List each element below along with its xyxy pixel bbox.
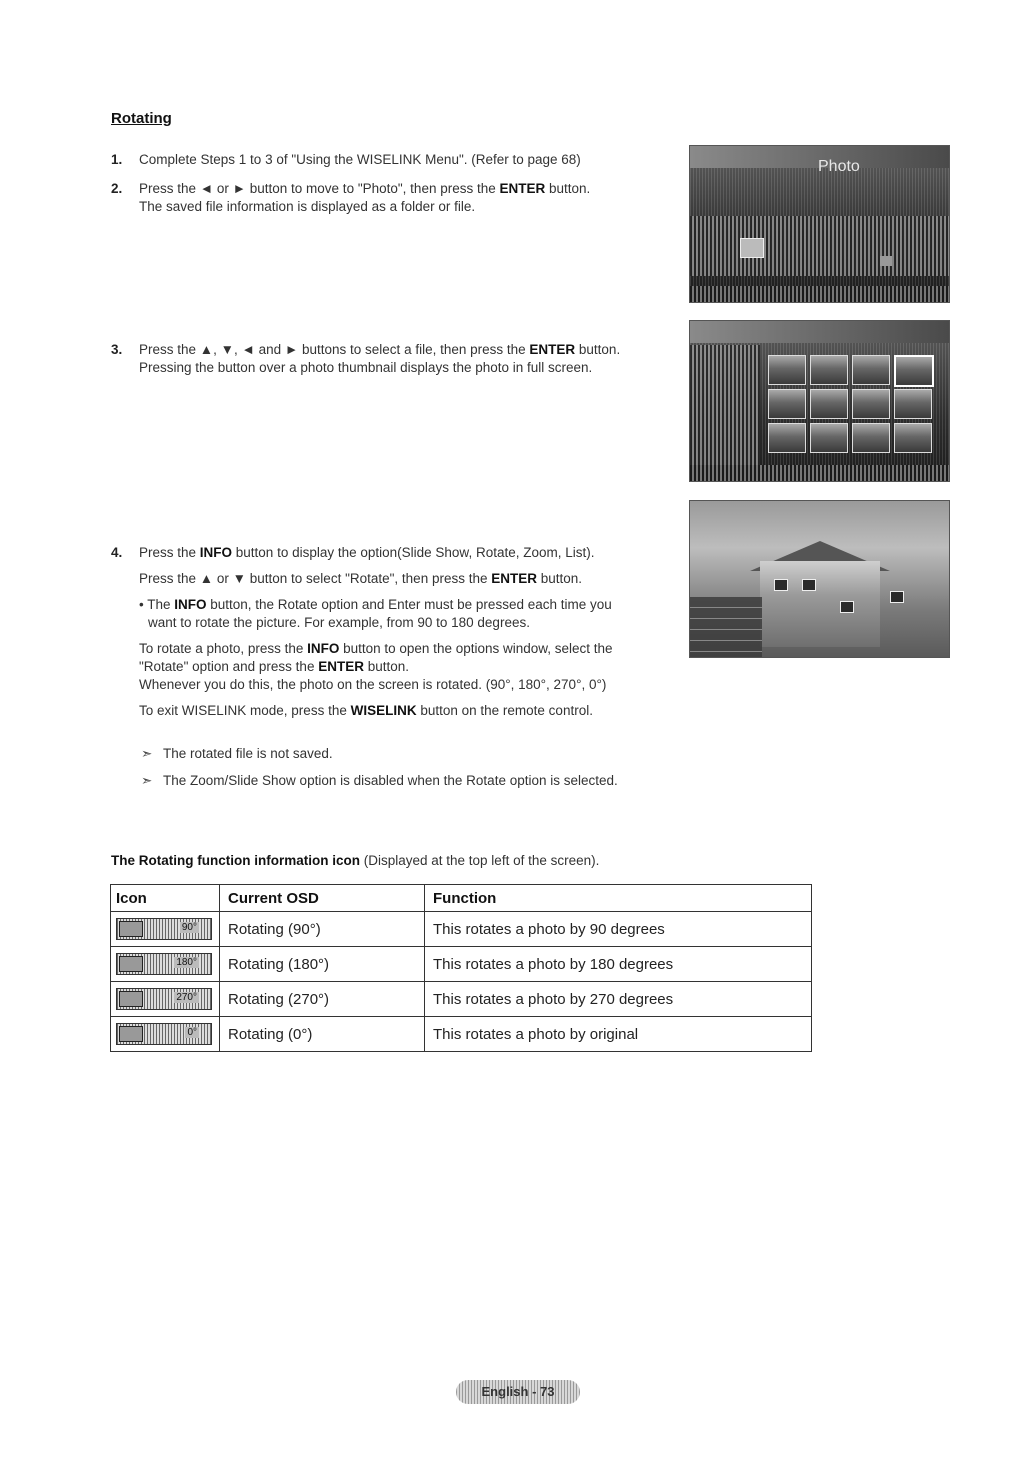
step-text-part: • The bbox=[139, 597, 175, 612]
caption-rest: (Displayed at the top left of the screen). bbox=[359, 853, 600, 868]
folder-icon bbox=[740, 238, 764, 258]
thumbnail-grid bbox=[760, 351, 945, 461]
step-text-part: button. bbox=[537, 571, 583, 586]
step-text bbox=[139, 658, 613, 676]
step-text-part: button. bbox=[575, 342, 621, 357]
screen-stripes bbox=[690, 216, 949, 276]
rotate-symbol-icon bbox=[119, 921, 143, 937]
screen-footer bbox=[690, 286, 949, 302]
function-cell: This rotates a photo by original bbox=[425, 1017, 812, 1052]
table-row bbox=[111, 982, 812, 1017]
step-text bbox=[139, 702, 613, 720]
rotate-osd-icon bbox=[116, 1023, 212, 1045]
step-text: Pressing the button over a photo thumbnail displays the photo in full screen. bbox=[139, 360, 593, 375]
photo-thumbnail bbox=[768, 389, 806, 419]
photo-thumbnail bbox=[894, 389, 932, 419]
function-cell: This rotates a photo by 180 degrees bbox=[425, 947, 812, 982]
step-text bbox=[139, 544, 613, 562]
house-window bbox=[840, 601, 854, 613]
step-text: The saved file information is displayed as a folder or file. bbox=[139, 199, 476, 214]
rotate-symbol-icon bbox=[119, 991, 143, 1007]
rotate-osd-icon bbox=[116, 953, 212, 975]
step-text-part: To exit WISELINK mode, press the bbox=[139, 703, 351, 718]
house-window bbox=[802, 579, 816, 591]
step-3 bbox=[111, 341, 620, 377]
note-item bbox=[141, 773, 618, 789]
note-arrow-icon: ➣ bbox=[141, 773, 153, 788]
file-icon bbox=[880, 256, 892, 266]
page-number-badge: English - 73 bbox=[456, 1380, 580, 1404]
note-item bbox=[141, 746, 333, 762]
rotate-symbol-icon bbox=[119, 956, 143, 972]
step-text bbox=[139, 570, 613, 588]
step-number: 3. bbox=[111, 342, 123, 357]
info-keyword: INFO bbox=[307, 641, 340, 656]
photo-thumbnail bbox=[768, 423, 806, 453]
screenshot-photo-thumbnails bbox=[689, 320, 950, 482]
osd-cell: Rotating (270°) bbox=[220, 982, 425, 1017]
house-window bbox=[774, 579, 788, 591]
bullet-text bbox=[139, 596, 613, 614]
step-text-part: button on the remote control. bbox=[416, 703, 593, 718]
icon-value: 270° bbox=[176, 992, 197, 1003]
step-text bbox=[139, 640, 613, 658]
icon-cell bbox=[111, 1017, 220, 1052]
osd-cell: Rotating (180°) bbox=[220, 947, 425, 982]
screen-header bbox=[690, 321, 949, 343]
photo-thumbnail bbox=[852, 423, 890, 453]
enter-keyword: ENTER bbox=[529, 342, 576, 357]
step-2 bbox=[111, 180, 590, 216]
photo-thumbnail bbox=[768, 355, 806, 385]
step-text bbox=[139, 341, 620, 359]
rotating-icon-table bbox=[110, 884, 812, 1052]
rotate-symbol-icon bbox=[119, 1026, 143, 1042]
icon-cell bbox=[111, 912, 220, 947]
header-function: Function bbox=[425, 885, 812, 912]
options-menu bbox=[690, 597, 762, 658]
photo-thumbnail bbox=[852, 355, 890, 385]
osd-cell: Rotating (0°) bbox=[220, 1017, 425, 1052]
info-keyword: INFO bbox=[174, 597, 207, 612]
table-row bbox=[111, 947, 812, 982]
bullet-text: want to rotate the picture. For example, from 90 to 180 degrees. bbox=[148, 615, 530, 630]
step-1 bbox=[111, 151, 581, 169]
screenshot-photo-menu bbox=[689, 145, 950, 303]
icon-cell bbox=[111, 947, 220, 982]
photo-thumbnail bbox=[852, 389, 890, 419]
photo-thumbnail bbox=[810, 423, 848, 453]
photo-menu-title: Photo bbox=[818, 158, 860, 175]
step-4 bbox=[111, 544, 613, 720]
note-arrow-icon: ➣ bbox=[141, 746, 153, 761]
table-caption bbox=[111, 853, 599, 868]
osd-cell: Rotating (90°) bbox=[220, 912, 425, 947]
step-text-part: "Rotate" option and press the bbox=[139, 659, 319, 674]
house-image bbox=[760, 561, 880, 647]
info-keyword: INFO bbox=[199, 545, 233, 560]
note-text: The rotated file is not saved. bbox=[163, 746, 333, 761]
photo-thumbnail bbox=[810, 389, 848, 419]
icon-value: 180° bbox=[176, 957, 197, 968]
step-text-part: To rotate a photo, press the bbox=[139, 641, 308, 656]
step-text-part: Press the ▲, ▼, ◄ and ► buttons to select a file, then press the bbox=[139, 342, 530, 357]
screen-stripes bbox=[690, 345, 760, 465]
icon-value: 0° bbox=[187, 1027, 197, 1038]
table-row bbox=[111, 1017, 812, 1052]
step-text-part: button to open the options window, select the bbox=[339, 641, 613, 656]
header-icon: Icon bbox=[111, 885, 220, 912]
icon-value: 90° bbox=[181, 922, 197, 933]
function-cell: This rotates a photo by 90 degrees bbox=[425, 912, 812, 947]
step-text-part: button. bbox=[545, 181, 591, 196]
step-text: Complete Steps 1 to 3 of "Using the WISELINK Menu". (Refer to page 68) bbox=[139, 152, 581, 167]
step-text-part: Press the bbox=[139, 545, 200, 560]
header-current-osd: Current OSD bbox=[220, 885, 425, 912]
enter-keyword: ENTER bbox=[499, 181, 546, 196]
photo-thumbnail bbox=[894, 423, 932, 453]
wiselink-keyword: WISELINK bbox=[350, 703, 417, 718]
note-text: The Zoom/Slide Show option is disabled when the Rotate option is selected. bbox=[163, 773, 618, 788]
rotate-osd-icon bbox=[116, 918, 212, 940]
step-number: 1. bbox=[111, 152, 123, 167]
rotate-osd-icon bbox=[116, 988, 212, 1010]
step-number: 4. bbox=[111, 545, 123, 560]
step-number: 2. bbox=[111, 181, 123, 196]
step-text-part: Press the ▲ or ▼ button to select "Rotate", then press the bbox=[139, 571, 492, 586]
section-title: Rotating bbox=[111, 110, 172, 127]
function-cell: This rotates a photo by 270 degrees bbox=[425, 982, 812, 1017]
table-header-row bbox=[111, 885, 812, 912]
step-text-part: Press the ◄ or ► button to move to "Photo", then press the bbox=[139, 181, 500, 196]
photo-thumbnail-selected bbox=[894, 355, 934, 387]
enter-keyword: ENTER bbox=[318, 659, 364, 674]
house-window bbox=[890, 591, 904, 603]
enter-keyword: ENTER bbox=[491, 571, 537, 586]
step-text: Whenever you do this, the photo on the screen is rotated. (90°, 180°, 270°, 0°) bbox=[139, 677, 607, 692]
step-text-part: button to display the option(Slide Show, Rotate, Zoom, List). bbox=[232, 545, 595, 560]
step-text bbox=[139, 180, 590, 198]
screen-footer bbox=[690, 465, 949, 481]
step-text-part: button. bbox=[363, 659, 410, 674]
screenshot-fullscreen-photo bbox=[689, 500, 950, 658]
table-row bbox=[111, 912, 812, 947]
step-text-part: button, the Rotate option and Enter must be pressed each time you bbox=[206, 597, 612, 612]
caption-bold: The Rotating function information icon bbox=[111, 853, 360, 868]
photo-thumbnail bbox=[810, 355, 848, 385]
icon-cell bbox=[111, 982, 220, 1017]
